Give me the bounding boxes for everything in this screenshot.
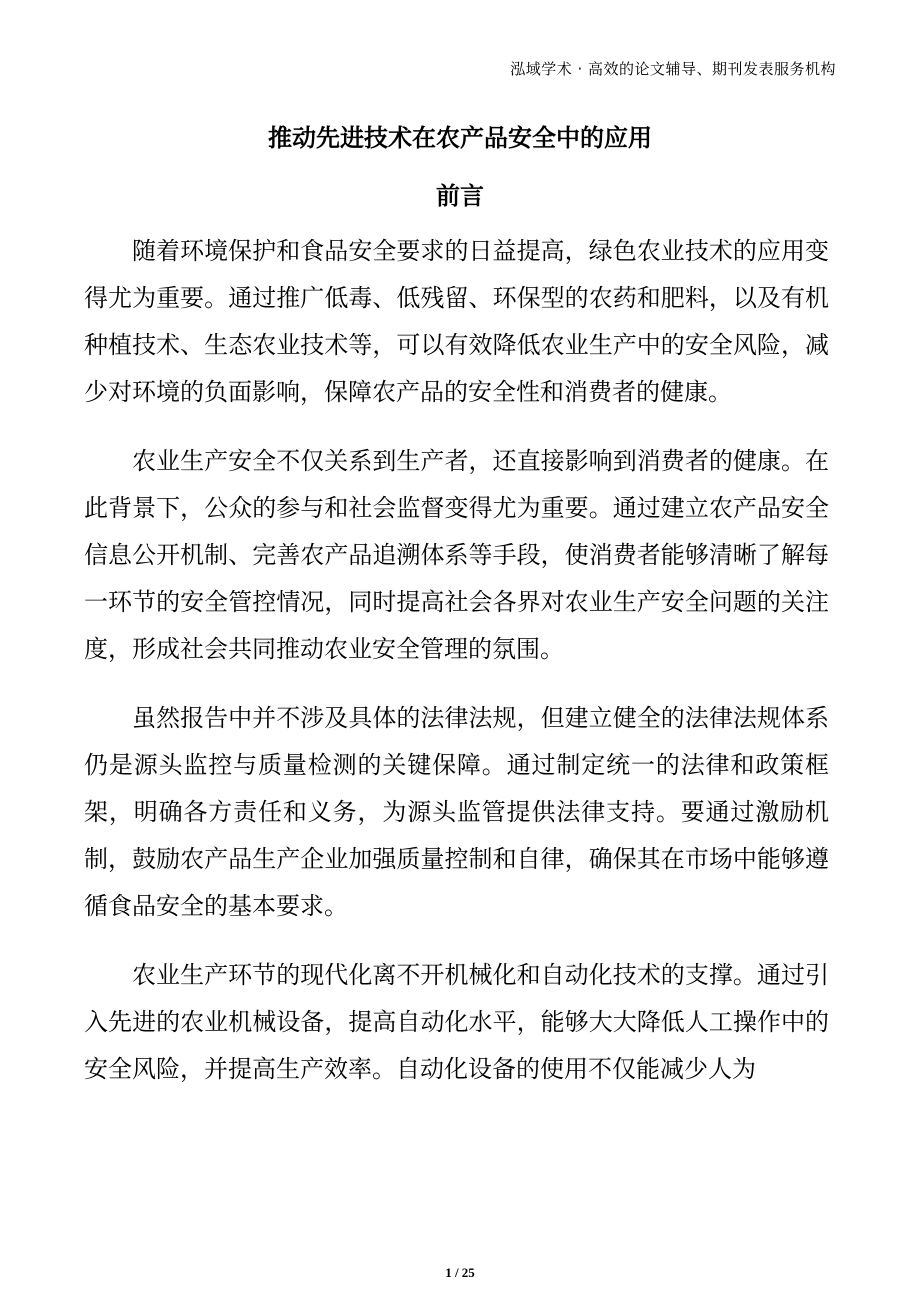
header-tagline: 泓域学术 · 高效的论文辅导、期刊发表服务机构 <box>510 60 836 78</box>
paragraph: 农业生产环节的现代化离不开机械化和自动化技术的支撑。通过引入先进的农业机械设备，提高自动化水平，能够大大降低人工操作中的安全风险，并提高生产效率。自动化设备的使用不仅能减少人为 <box>84 961 829 1083</box>
page-number: 1 / 25 <box>445 1265 475 1280</box>
paragraph: 虽然报告中并不涉及具体的法律法规，但建立健全的法律法规体系仍是源头监控与质量检测的关键保障。通过制定统一的法律和政策框架，明确各方责任和义务，为源头监管提供法律支持。要通过激励机制，鼓励农产品生产企业加强质量控制和自律，确保其在市场中能够遵循食品安全的基本要求。 <box>84 704 829 920</box>
section-heading: 前言 <box>436 182 484 210</box>
paragraph: 随着环境保护和食品安全要求的日益提高，绿色农业技术的应用变得尤为重要。通过推广低毒、低残留、环保型的农药和肥料，以及有机种植技术、生态农业技术等，可以有效降低农业生产中的安全风险，减少对环境的负面影响，保障农产品的安全性和消费者的健康。 <box>84 237 829 406</box>
document-title: 推动先进技术在农产品安全中的应用 <box>268 124 652 152</box>
paragraph: 农业生产安全不仅关系到生产者，还直接影响到消费者的健康。在此背景下，公众的参与和社会监督变得尤为重要。通过建立农产品安全信息公开机制、完善农产品追溯体系等手段，使消费者能够清晰了解每一环节的安全管控情况，同时提高社会各界对农业生产安全问题的关注度，形成社会共同推动农业安全管理的氛围。 <box>84 447 829 663</box>
document-body <box>84 228 829 1115</box>
